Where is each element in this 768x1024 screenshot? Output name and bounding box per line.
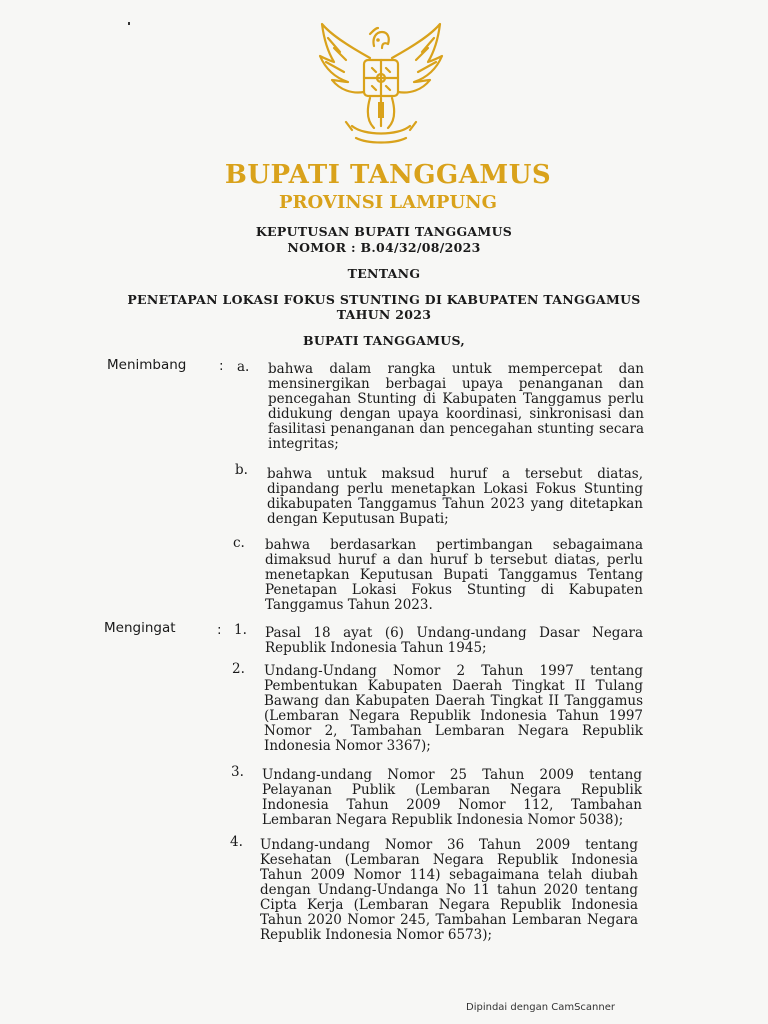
menimbang-item-b-marker: b. (235, 462, 248, 478)
mengingat-item-3-marker: 3. (231, 764, 244, 780)
mengingat-colon: : (217, 622, 222, 638)
mengingat-item-2-text: Undang-Undang Nomor 2 Tahun 1997 tentang Pembentukan Kabupaten Daerah Tingkat II Tulang Bawang dan Kabupaten Daerah Tingkat II Tanggamus (Lembaran Negara Republik Indonesia Tahun 1997 Nomor 2, Tambahan Lembaran Negara Republik Indonesia Nomor 3367); (264, 663, 643, 754)
mengingat-item-3-text: Undang-undang Nomor 25 Tahun 2009 tentang Pelayanan Publik (Lembaran Negara Republik Indonesia Tahun 2009 Nomor 112, Tambahan Lembaran Negara Republik Indonesia Nomor 5038); (262, 767, 642, 828)
scanner-watermark: Dipindai dengan CamScanner (466, 1002, 615, 1013)
decree-kind: KEPUTUSAN BUPATI TANGGAMUS (255, 224, 513, 239)
garuda-emblem-icon (312, 18, 450, 152)
mengingat-item-1-marker: 1. (234, 622, 247, 638)
menimbang-item-c-text: bahwa berdasarkan pertimbangan sebagaimana dimaksud huruf a dan huruf b tersebut diatas, perlu menetapkan Keputusan Bupati Tanggamus Tentang Penetapan Lokasi Fokus Stunting di Kabupaten Tanggamus Tahun 2023. (265, 537, 643, 613)
mengingat-item-1-text: Pasal 18 ayat (6) Undang-undang Dasar Negara Republik Indonesia Tahun 1945; (265, 625, 643, 656)
decree-subject-line2: TAHUN 2023 (336, 307, 432, 322)
scan-speck (128, 22, 130, 25)
decree-about: TENTANG (347, 266, 421, 281)
menimbang-colon: : (219, 358, 224, 374)
menimbang-label: Menimbang (107, 357, 187, 373)
mengingat-label: Mengingat (104, 620, 176, 636)
mengingat-item-4-marker: 4. (230, 834, 243, 850)
menimbang-item-a-marker: a. (237, 359, 250, 375)
mengingat-item-2-marker: 2. (232, 661, 245, 677)
menimbang-item-c-marker: c. (233, 535, 245, 551)
issuer-title: BUPATI TANGGAMUS (224, 160, 552, 190)
menimbang-item-b-text: bahwa untuk maksud huruf a tersebut diatas, dipandang perlu menetapkan Lokasi Fokus Stunting dikabupaten Tanggamus Tahun 2023 yang ditetapkan dengan Keputusan Bupati; (267, 466, 643, 527)
decree-issuer: BUPATI TANGGAMUS, (302, 333, 466, 348)
menimbang-item-a-text: bahwa dalam rangka untuk mempercepat dan mensinergikan berbagai upaya penanganan dan pencegahan Stunting di Kabupaten Tanggamus perlu didukung dengan upaya koordinasi, sinkronisasi dan fasilitasi penanganan dan pencegahan stunting secara integritas; (268, 361, 644, 452)
decree-subject-line1: PENETAPAN LOKASI FOKUS STUNTING DI KABUPATEN TANGGAMUS (127, 292, 641, 307)
mengingat-item-4-text: Undang-undang Nomor 36 Tahun 2009 tentang Kesehatan (Lembaran Negara Republik Indonesia Tahun 2009 Nomor 114) sebagaimana telah diubah dengan Undang-Undanga No 11 tahun 2020 tentang Cipta Kerja (Lembaran Negara Republik Indonesia Tahun 2020 Nomor 245, Tambahan Lembaran Negara Republik Indonesia Nomor 6573); (260, 837, 638, 943)
issuer-subtitle: PROVINSI LAMPUNG (279, 192, 497, 213)
decree-number: NOMOR : B.04/32/08/2023 (287, 240, 481, 255)
